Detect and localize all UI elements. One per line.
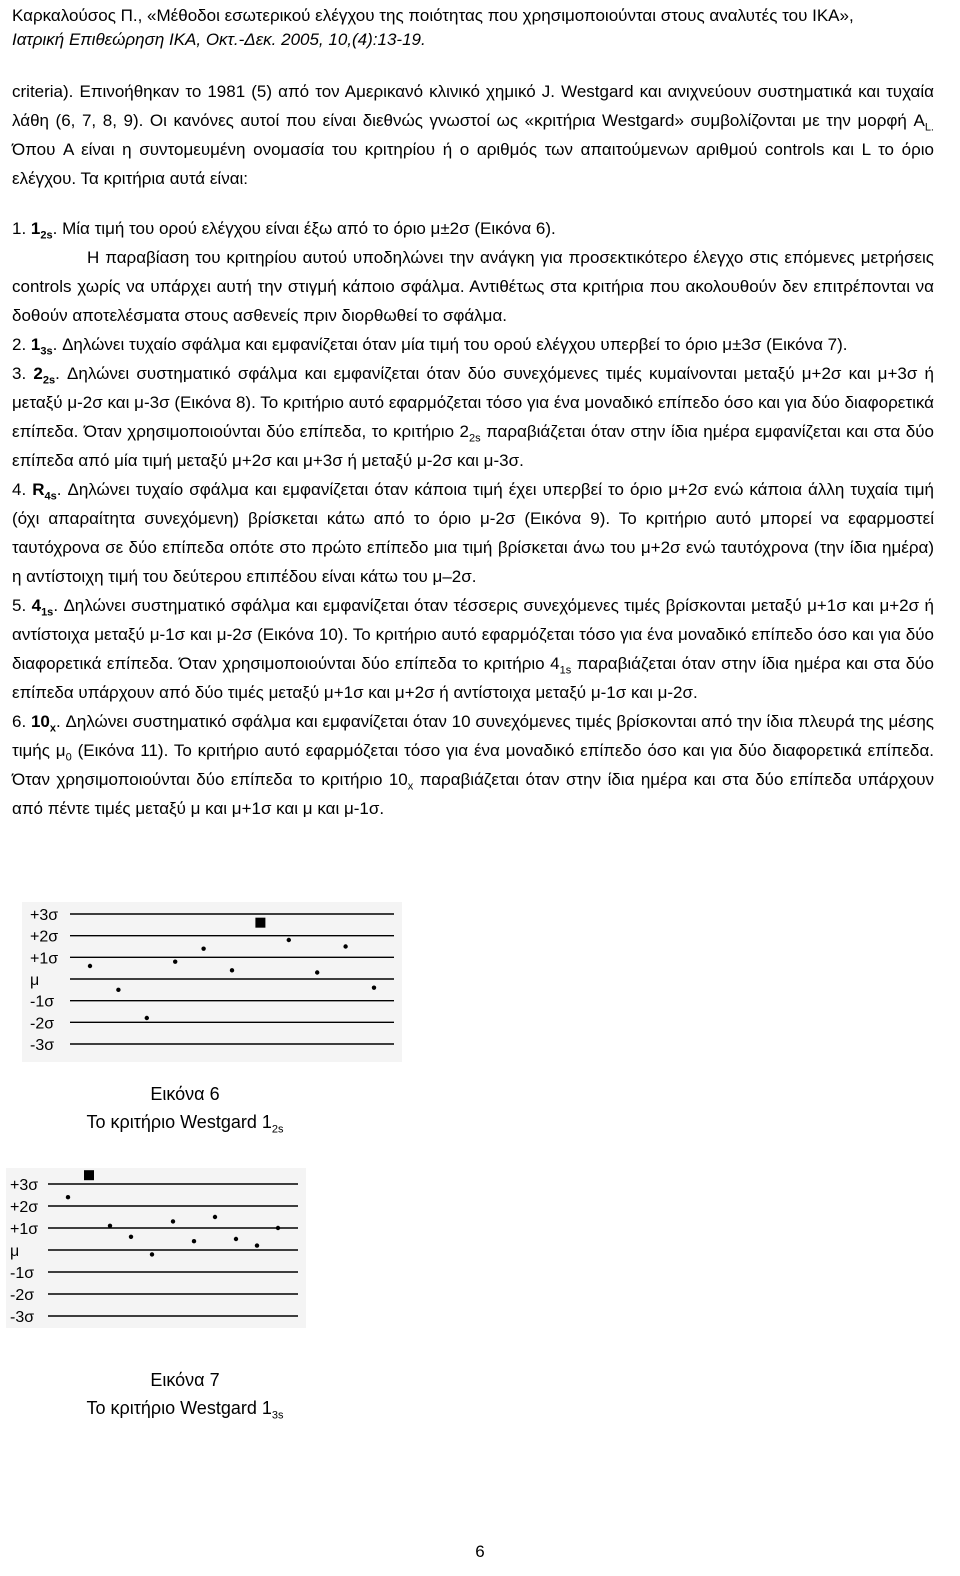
figure-6-caption [60, 1080, 310, 1136]
data-point [372, 985, 376, 989]
header-journal: Ιατρική Επιθεώρηση ΙΚΑ, Οκτ.-Δεκ. 2005, 10,(4):13-19. [12, 30, 426, 49]
level-label: +3σ [30, 907, 59, 924]
data-point [116, 988, 120, 992]
chart-background [22, 902, 402, 1062]
rule-1: 1. $1_{2s}$. Μία τιμή του ορού ελέγχου είναι έξω από το όριο μ±2σ (Εικόνα 6). [12, 219, 556, 242]
data-point [192, 1239, 196, 1243]
rule-6: 6. $10_x$. Δηλώνει συστηματικό σφάλμα και εμφανίζεται όταν 10 συνεχόμενες τιμές βρίσκονται από την ίδια πλευρά της μέσης τιμής $\mu_0$ (Εικόνα 11). Το κριτήριο αυτό εφαρμόζεται τόσο για ένα μοναδικό επίπεδο όσο και για δύο διαφορετικά επίπεδα. Όταν χρησιμοποιούνται δύο επίπεδα το κριτήριο $10_x$ παραβιάζεται όταν στην ίδια ημέρα και στα δύο επίπεδα υπάρχουν από πέντε τιμές μεταξύ μ και μ+1σ και μ και μ-1σ. [12, 712, 935, 818]
data-point-violation [84, 1170, 94, 1180]
data-point [150, 1252, 154, 1256]
level-label: -3σ [10, 1309, 35, 1326]
data-point [145, 1016, 149, 1020]
data-point [343, 944, 347, 948]
figure-6 [22, 902, 402, 1062]
figure-7-desc: Το κριτήριο Westgard $1_{3s}$ [86, 1398, 284, 1422]
figure-6-title: Εικόνα 6 [150, 1084, 220, 1104]
data-point [129, 1235, 133, 1239]
data-point [255, 1243, 259, 1247]
chart-background [6, 1168, 306, 1328]
level-label: -1σ [10, 1265, 35, 1282]
data-point [173, 959, 177, 963]
data-point [88, 964, 92, 968]
rule-3: 3. $2_{2s}$. Δηλώνει συστηματικό σφάλμα και εμφανίζεται όταν δύο συνεχόμενες τιμές κυμαίνονται μεταξύ μ+2σ και μ+3σ ή μεταξύ μ-2σ και μ-3σ (Εικόνα 8). Το κριτήριο αυτό εφαρμόζεται τόσο για ένα μοναδικό επίπεδο όσο και για δύο διαφορετικά επίπεδα. Όταν χρησιμοποιούνται δύο επίπεδα, το κριτήριο $2_{2s}$ παραβιάζεται όταν στην ίδια ημέρα εμφανίζεται και στα δύο επίπεδα από μία τιμή μεταξύ μ+2σ και μ+3σ ή μεταξύ μ-2σ και μ-3σ. [12, 364, 934, 470]
level-label: +3σ [10, 1177, 39, 1194]
data-point [276, 1226, 280, 1230]
level-label: -2σ [10, 1287, 35, 1304]
running-header [12, 4, 952, 52]
level-label: +2σ [10, 1199, 39, 1216]
level-label: -3σ [30, 1037, 55, 1054]
data-point [213, 1215, 217, 1219]
data-point [108, 1224, 112, 1228]
figure-7 [6, 1168, 306, 1328]
figure-7-title: Εικόνα 7 [150, 1370, 220, 1390]
rule-5: 5. $4_{1s}$. Δηλώνει συστηματικό σφάλμα και εμφανίζεται όταν τέσσερις συνεχόμενες τιμές βρίσκονται μεταξύ μ+1σ και μ+2σ ή αντίστοιχα μεταξύ μ-1σ και μ-2σ (Εικόνα 10). Το κριτήριο αυτό εφαρμόζεται τόσο για ένα μοναδικό επίπεδο όσο και για δύο διαφορετικά επίπεδα. Όταν χρησιμοποιούνται δύο επίπεδα το κριτήριο $4_{1s}$ παραβιάζεται όταν στην ίδια ημέρα και στα δύο επίπεδα υπάρχουν από δύο τιμές μεταξύ μ+1σ και μ+2σ ή αντίστοιχα μεταξύ μ-1σ και μ-2σ. [12, 596, 934, 702]
level-label: +1σ [30, 950, 59, 968]
rule-2: 2. $1_{3s}$. Δηλώνει τυχαίο σφάλμα και εμφανίζεται όταν μία τιμή του ορού ελέγχου υπερβεί το όριο μ±3σ (Εικόνα 7). [12, 335, 848, 358]
rule-1-note: Η παραβίαση του κριτηρίου αυτού υποδηλώνει την ανάγκη για προσεκτικότερο έλεγχο στις επόμενες μετρήσεις controls χωρίς να υπάρχει αυτή την στιγμή κάποιο σφάλμα. Αντιθέτως στα κριτήρια που ακολουθούν δεν επιτρέπονται να δοθούν αποτελέσματα στους ασθενείς πριν διορθωθεί το σφάλμα. [12, 248, 934, 325]
header-citation: Καρκαλούσος Π., «Μέθοδοι εσωτερικού ελέγχου της ποιότητας που χρησιμοποιούνται στους αναλυτές του ΙΚΑ», [12, 6, 854, 25]
data-point [230, 968, 234, 972]
data-point [315, 970, 319, 974]
level-label: μ [10, 1243, 20, 1260]
level-label: +1σ [10, 1221, 39, 1238]
page-number: 6 [475, 1542, 485, 1561]
data-point-violation [255, 918, 265, 928]
figure-7-chart [6, 1168, 306, 1328]
data-point [171, 1219, 175, 1223]
figure-6-chart [22, 902, 402, 1062]
data-point [66, 1195, 70, 1199]
data-point [234, 1237, 238, 1241]
level-label: +2σ [30, 928, 59, 946]
figure-7-caption [60, 1366, 310, 1422]
level-label: μ [30, 972, 40, 989]
data-point [287, 938, 291, 942]
level-label: -1σ [30, 993, 55, 1011]
main-text [12, 77, 934, 823]
rule-4: 4. $R_{4s}$. Δηλώνει τυχαίο σφάλμα και εμφανίζεται όταν κάποια τιμή έχει υπερβεί το όριο μ+2σ ενώ κάποια άλλη τυχαία τιμή (όχι απαραίτητα συνεχόμενη) βρίσκεται κάτω από το όριο μ-2σ (Εικόνα 9). Το κριτήριο αυτό μπορεί να εφαρμοστεί ταυτόχρονα σε δύο επίπεδα οπότε στο πρώτο επίπεδο μια τιμή βρίσκεται άνω του μ+2σ ενώ ταυτόχρονα (την ίδια ημέρα) η αντίστοιχη τιμή του δεύτερου επιπέδου είναι κάτω του μ–2σ. [12, 480, 934, 586]
intro-paragraph: criteria). Επινοήθηκαν το 1981 (5) από τον Αμερικανό κλινικό χημικό J. Westgard και ανιχνεύουν συστηματικά και τυχαία λάθη (6, 7, 8, 9). Οι κανόνες αυτοί που είναι διεθνώς γνωστοί ως «κριτήρια Westgard» συμβολίζονται με την μορφή $A_{L.}$ Όπου A είναι η συντομευμένη ονομασία του κριτηρίου ή ο αριθμός των απαιτούμενων αριθμού controls και L το όριο ελέγχου. Τα κριτήρια αυτά είναι: [12, 82, 934, 188]
figure-6-desc: Το κριτήριο Westgard $1_{2s}$ [86, 1112, 284, 1136]
data-point [201, 946, 205, 950]
level-label: -2σ [30, 1015, 55, 1033]
